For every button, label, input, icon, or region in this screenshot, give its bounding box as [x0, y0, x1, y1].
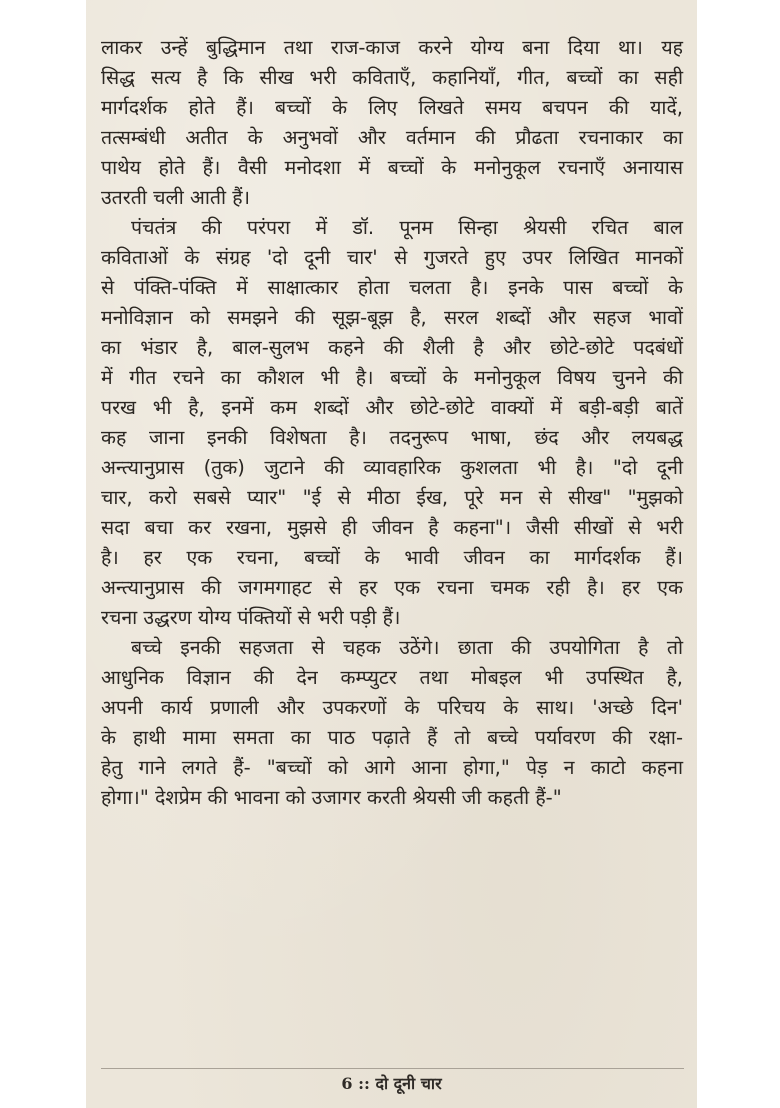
page-number: 6 [341, 1074, 353, 1093]
text-line: कविताओं के संग्रह 'दो दूनी चार' से गुजरते हुए उपर लिखित मानकों [101, 246, 683, 269]
footer-divider [101, 1068, 684, 1069]
text-line: है। हर एक रचना, बच्चों के भावी जीवन का मार्गदर्शक हैं। [101, 546, 683, 569]
text-line: मनोविज्ञान को समझने की सूझ-बूझ है, सरल शब्दों और सहज भावों [101, 306, 683, 329]
text-line: में गीत रचने का कौशल भी है। बच्चों के मनोनुकूल विषय चुनने की [101, 366, 683, 389]
footer-separator: :: [358, 1074, 370, 1093]
text-line: रचना उद्धरण योग्य पंक्तियों से भरी पड़ी हैं। [101, 606, 401, 629]
text-line: उतरती चली आती हैं। [101, 186, 251, 209]
text-line: हेतु गाने लगते हैं- "बच्चों को आगे आना होगा," पेड़ न काटो कहना [101, 756, 683, 779]
text-line: परख भी है, इनमें कम शब्दों और छोटे-छोटे वाक्यों में बड़ी-बड़ी बातें [101, 396, 683, 419]
text-line: अन्त्यानुप्रास (तुक) जुटाने की व्यावहारिक कुशलता भी है। "दो दूनी [101, 456, 683, 479]
text-line: बच्चे इनकी सहजता से चहक उठेंगे। छाता की उपयोगिता है तो [131, 636, 683, 659]
paragraph-3 [101, 633, 683, 813]
text-line: अन्त्यानुप्रास की जगमगाहट से हर एक रचना चमक रही है। हर एक [101, 576, 683, 599]
text-line: पाथेय होते हैं। वैसी मनोदशा में बच्चों के मनोनुकूल रचनाएँ अनायास [101, 156, 683, 179]
text-line: का भंडार है, बाल-सुलभ कहने की शैली है और छोटे-छोटे पदबंधों [101, 336, 683, 359]
text-line: पंचतंत्र की परंपरा में डॉ. पूनम सिन्हा श्रेयसी रचित बाल [131, 216, 683, 239]
text-line: चार, करो सबसे प्यार" "ई से मीठा ईख, पूरे मन से सीख" "मुझको [101, 486, 683, 509]
text-line: आधुनिक विज्ञान की देन कम्प्युटर तथा मोबइल भी उपस्थित है, [101, 666, 683, 689]
book-page [86, 0, 697, 1108]
text-line: अपनी कार्य प्रणाली और उपकरणों के परिचय के साथ। 'अच्छे दिन' [101, 696, 683, 719]
text-line: से पंक्ति-पंक्ति में साक्षात्कार होता चलता है। इनके पास बच्चों के [101, 276, 683, 299]
paragraph-2 [101, 213, 683, 633]
text-line: सदा बचा कर रखना, मुझसे ही जीवन है कहना"। जैसी सीखों से भरी [101, 516, 683, 539]
paragraph-1 [101, 33, 683, 213]
text-line: तत्सम्बंधी अतीत के अनुभवों और वर्तमान की प्रौढता रचनाकार का [101, 126, 683, 149]
text-line: लाकर उन्हें बुद्धिमान तथा राज-काज करने योग्य बना दिया था। यह [101, 36, 683, 59]
text-line: कह जाना इनकी विशेषता है। तदनुरूप भाषा, छंद और लयबद्ध [101, 426, 683, 449]
body-text [101, 33, 683, 813]
text-line: सिद्ध सत्य है कि सीख भरी कविताएँ, कहानियाँ, गीत, बच्चों का सही [101, 66, 683, 89]
page-footer [86, 1072, 697, 1094]
running-title: दो दूनी चार [375, 1074, 442, 1093]
text-line: के हाथी मामा समता का पाठ पढ़ाते हैं तो बच्चे पर्यावरण की रक्षा- [101, 726, 683, 749]
text-line: मार्गदर्शक होते हैं। बच्चों के लिए लिखते समय बचपन की यादें, [101, 96, 683, 119]
text-line: होगा।" देशप्रेम की भावना को उजागर करती श्रेयसी जी कहती हैं-" [101, 786, 562, 809]
